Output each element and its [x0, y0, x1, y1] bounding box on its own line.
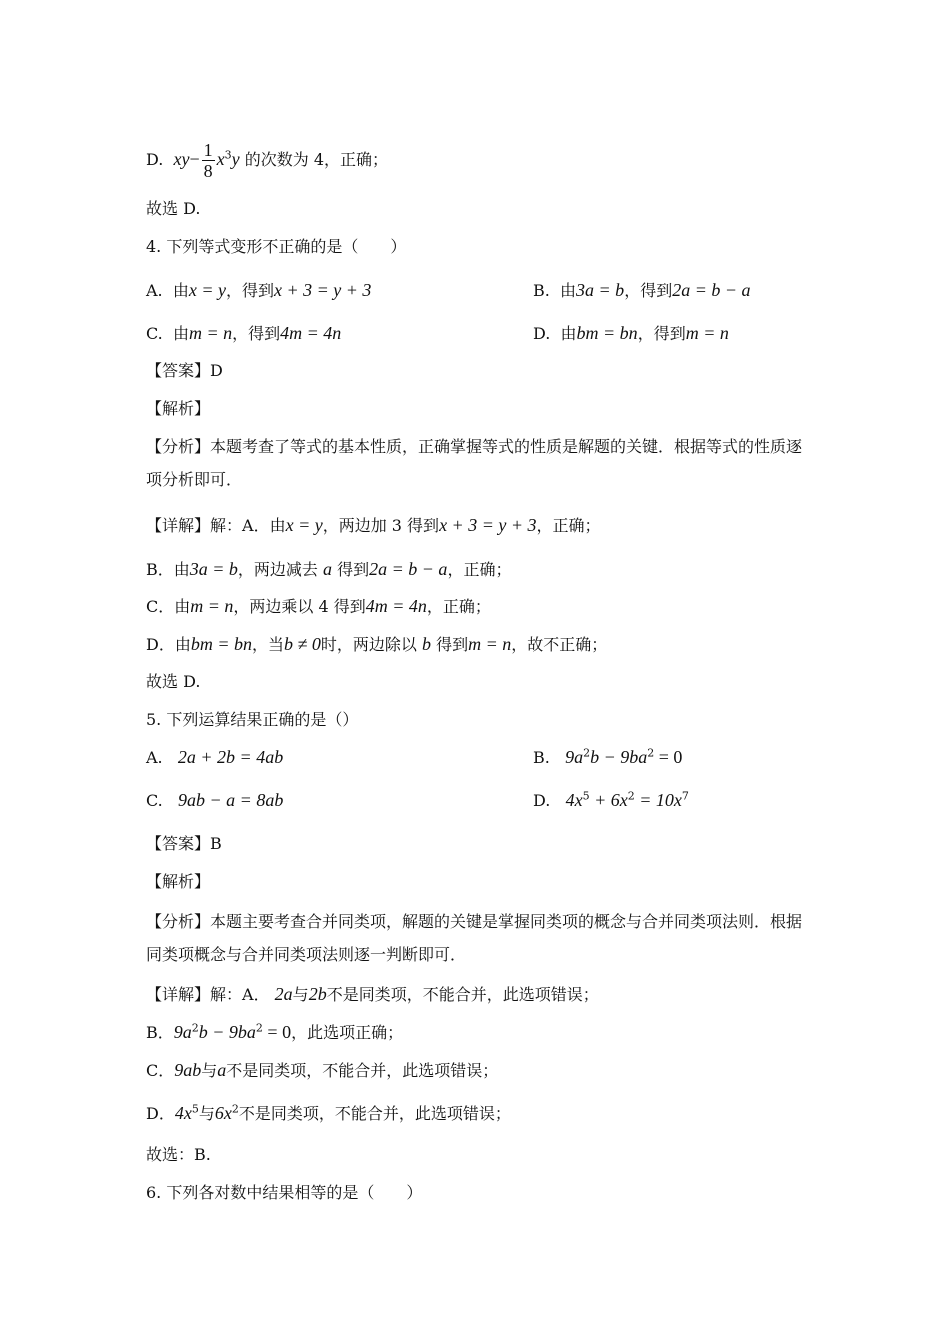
q5-option-c: C. 9ab − a = 8ab: [146, 790, 284, 810]
q4-detail-c: C．由m = n，两边乘以 4 得到4m = 4n，正确；: [146, 596, 491, 616]
q4-option-b: B. 由3a = b，得到2a = b − a: [533, 280, 751, 300]
q5-stem: 5. 下列运算结果正确的是（）: [146, 710, 359, 729]
q6-stem: 6. 下列各对数中结果相等的是（ ）: [146, 1183, 423, 1202]
q5-detail-c: C．9ab与a不是同类项，不能合并，此选项错误；: [146, 1060, 499, 1080]
q5-option-b: B. $9a^2b - 9ba^2 = 0$: [533, 746, 683, 767]
q4-detail-b: B．由3a = b，两边减去 a 得到2a = b − a，正确；: [146, 559, 512, 579]
q5-analysis: 【分析】本题主要考查合并同类项，解题的关键是掌握同类项的概念与合并同类项法则．根据同类项概念与合并同类项法则逐一判断即可．: [146, 912, 803, 964]
q3-conclusion: 故选 D.: [146, 199, 201, 218]
q5-jiexi-heading: 【解析】: [146, 872, 211, 891]
q5-detail-d: D．$4x^5$与$6x^2$不是同类项，不能合并，此选项错误；: [146, 1102, 511, 1123]
q4-answer: 【答案】D: [146, 361, 223, 380]
q4-analysis: 【分析】本题考查了等式的基本性质，正确掌握等式的性质是解题的关键．根据等式的性质逐项分析即可．: [146, 437, 803, 489]
fraction: $\frac{1}{8}$: [203, 140, 213, 181]
q4-option-d: D. 由bm = bn，得到m = n: [533, 323, 729, 343]
q4-stem: 4. 下列等式变形不正确的是（ ）: [146, 237, 407, 256]
q4-option-a: A. 由x = y，得到x + 3 = y + 3: [146, 280, 372, 300]
q4-option-c: C. 由m = n，得到4m = 4n: [146, 323, 342, 343]
q4-detail-d: D．由bm = bn，当b ≠ 0时，两边除以 b 得到m = n，故不正确；: [146, 634, 608, 654]
q4-detail-a: 【详解】解：A．由x = y，两边加 3 得到x + 3 = y + 3，正确；: [146, 515, 601, 535]
q5-detail-b: B．$9a^2b - 9ba^2 = 0$，此选项正确；: [146, 1021, 404, 1042]
q5-answer: 【答案】B: [146, 834, 222, 853]
q3-option-d: D. xy− $\frac{1}{8}$ $x^3y$ 的次数为 4，正确；: [146, 140, 389, 181]
q4-jiexi-heading: 【解析】: [146, 399, 211, 418]
q4-conclusion: 故选 D.: [146, 672, 201, 691]
q5-option-d: D. $4x^5 + 6x^2 = 10x^7$: [533, 789, 689, 810]
q5-conclusion: 故选：B.: [146, 1145, 211, 1164]
q5-option-a: A. 2a + 2b = 4ab: [146, 747, 284, 767]
q5-detail-a: 【详解】解：A． 2a与2b不是同类项，不能合并，此选项错误；: [146, 984, 599, 1004]
